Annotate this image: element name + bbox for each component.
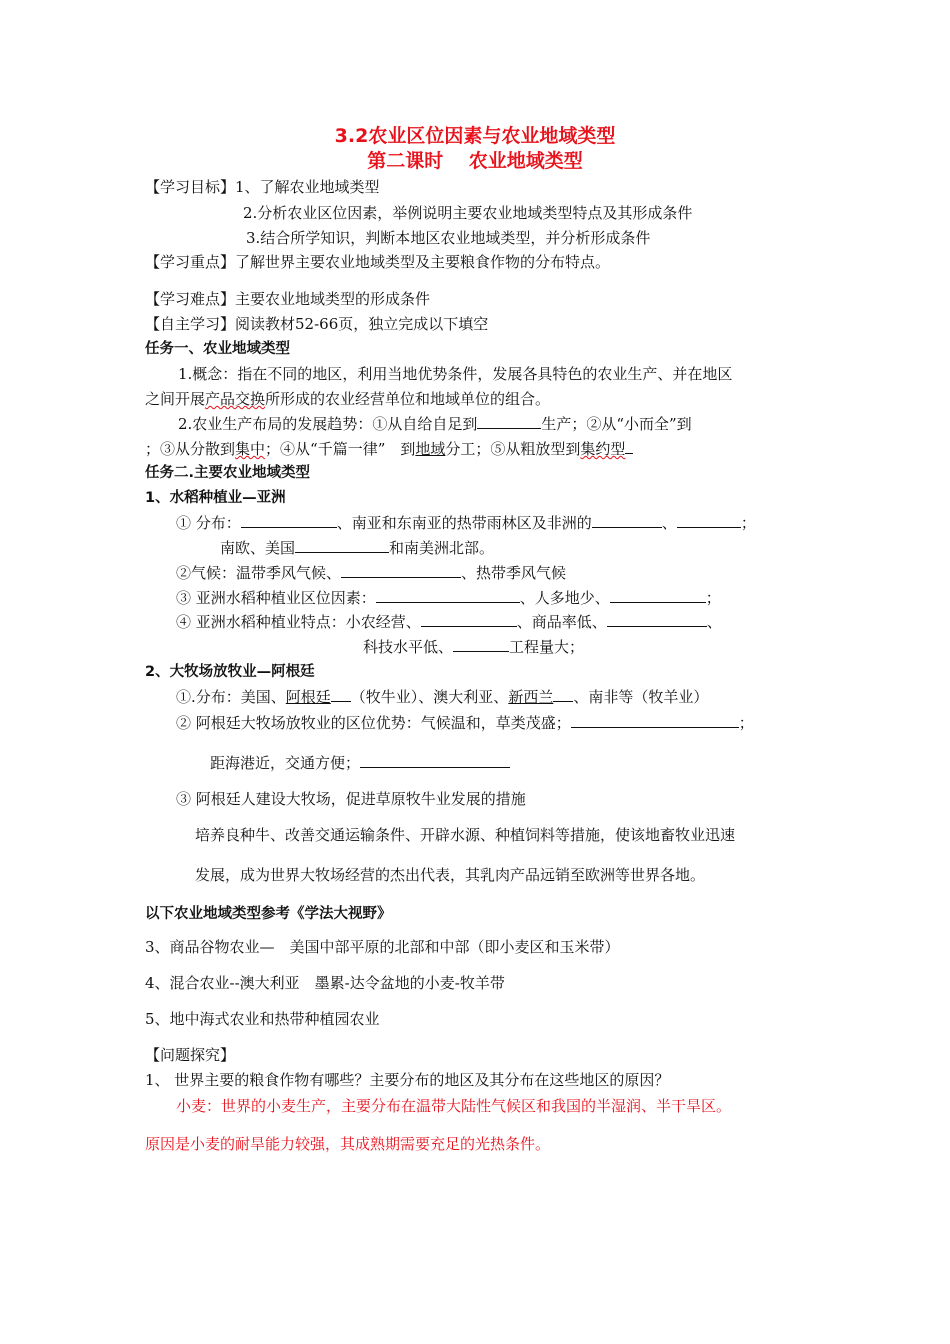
type-commercial-grain: 3、商品谷物农业— 美国中部平原的北部和中部（即小麦区和玉米带）: [145, 938, 620, 956]
concept-line-1: 1.概念：指在不同的地区，利用当地优势条件，发展各具特色的农业生产、并在地区: [178, 365, 733, 383]
key-point-text: 了解世界主要农业地域类型及主要粮食作物的分布特点。: [235, 253, 611, 271]
task1-heading: 任务一、农业地域类型: [145, 341, 290, 357]
self-study-tag: 【自主学习】: [145, 315, 236, 333]
fill-blank[interactable]: [421, 612, 517, 627]
key-point-tag: 【学习重点】: [145, 253, 236, 271]
type-mixed-farming: 4、混合农业--澳大利亚 墨累-达令盆地的小麦-牧羊带: [145, 974, 505, 992]
ranch-measures-1: 培养良种牛、改善交通运输条件、开辟水源、种植饲料等措施，使该地畜牧业迅速: [195, 826, 736, 844]
fill-blank[interactable]: [553, 687, 573, 702]
rice-distribution-1: ① 分布： 、南亚和东南亚的热带雨林区及非洲的 、 ；: [176, 514, 756, 532]
self-study: [145, 314, 488, 334]
rice-factors: ③ 亚洲水稻种植业区位因素： 、人多地少、 ；: [176, 589, 721, 607]
ranch-measures-2: 发展，成为世界大牧场经营的杰出代表，其乳肉产品远销至欧洲等世界各地。: [195, 866, 706, 884]
objectives-tag: 【学习目标】: [145, 178, 236, 196]
inquiry-tag: 【问题探究】: [145, 1046, 236, 1064]
fill-blank[interactable]: [295, 538, 389, 553]
ranch-measures-heading: ③ 阿根廷人建设大牧场，促进草原牧牛业发展的措施: [176, 790, 526, 808]
fill-blank[interactable]: [607, 612, 707, 627]
fill-blank[interactable]: [376, 588, 520, 603]
fill-blank[interactable]: [571, 713, 739, 728]
learning-objectives: [145, 177, 380, 197]
rice-features-2: 科技水平低、 工程量大；: [363, 638, 585, 656]
rice-features-1: ④ 亚洲水稻种植业特点：小农经营、 、商品率低、 、: [176, 613, 722, 631]
document-subtitle: 第二课时 农业地域类型: [367, 150, 583, 172]
ranch-advantage-1: ② 阿根廷大牧场放牧业的区位优势：气候温和，草类茂盛； ；: [176, 714, 754, 732]
ranch-advantage-2: 距海港近，交通方便；: [210, 753, 510, 773]
reference-heading: 以下农业地域类型参考《学法大视野》: [145, 906, 392, 922]
inquiry-answer-2: 原因是小麦的耐旱能力较强，其成熟期需要充足的光热条件。: [145, 1135, 551, 1153]
fill-blank[interactable]: [610, 588, 706, 603]
ranch-distribution: ①.分布：美国、阿根廷 （牧牛业）、澳大利亚、新西兰 、南非等（牧羊业）: [176, 688, 709, 706]
fill-blank[interactable]: [477, 414, 541, 429]
document-title: 3.2农业区位因素与农业地域类型: [334, 125, 616, 147]
difficulty: [145, 289, 430, 309]
fill-blank[interactable]: [625, 439, 633, 454]
fill-blank[interactable]: [453, 637, 509, 652]
task2-heading: 任务二.主要农业地域类型: [145, 465, 311, 481]
objective-1: 1、了解农业地域类型: [235, 178, 380, 196]
objective-3: 3.结合所学知识，判断本地区农业地域类型，并分析形成条件: [246, 229, 651, 247]
type-mediterranean: 5、地中海式农业和热带种植园农业: [145, 1010, 380, 1028]
difficulty-tag: 【学习难点】: [145, 290, 236, 308]
self-study-text: 阅读教材52-66页，独立完成以下填空: [235, 315, 489, 333]
fill-blank[interactable]: [341, 563, 461, 578]
key-point: [145, 252, 610, 272]
difficulty-text: 主要农业地域类型的形成条件: [235, 290, 431, 308]
trend-line-1: 2.农业生产布局的发展趋势：①从自给自足到 生产；②从“小而全”到: [178, 415, 692, 433]
inquiry-question: 1、 世界主要的粮食作物有哪些？主要分布的地区及其分布在这些地区的原因？: [145, 1071, 670, 1089]
rice-climate: ②气候：温带季风气候、 、热带季风气候: [176, 564, 567, 582]
rice-distribution-2: 南欧、美国 和南美洲北部。: [220, 539, 495, 557]
fill-blank[interactable]: [331, 687, 351, 702]
objective-2: 2.分析农业区位因素，举例说明主要农业地域类型特点及其形成条件: [243, 204, 693, 222]
trend-line-2: ；③从分散到集中；④从“千篇一律” 到地域分工；⑤从粗放型到集约型: [145, 439, 633, 459]
concept-product-exchange: 产品交换: [205, 390, 266, 408]
ranch-heading: 2、大牧场放牧业—阿根廷: [145, 664, 315, 680]
fill-blank[interactable]: [677, 513, 741, 528]
fill-blank[interactable]: [241, 513, 337, 528]
rice-heading: 1、水稻种植业—亚洲: [145, 490, 286, 506]
inquiry-answer-1: 小麦：世界的小麦生产，主要分布在温带大陆性气候区和我国的半湿润、半干旱区。: [176, 1097, 732, 1115]
fill-blank[interactable]: [592, 513, 662, 528]
concept-line-2: 之间开展产品交换所形成的农业经营单位和地域单位的组合。: [145, 390, 551, 408]
fill-blank[interactable]: [360, 753, 510, 768]
